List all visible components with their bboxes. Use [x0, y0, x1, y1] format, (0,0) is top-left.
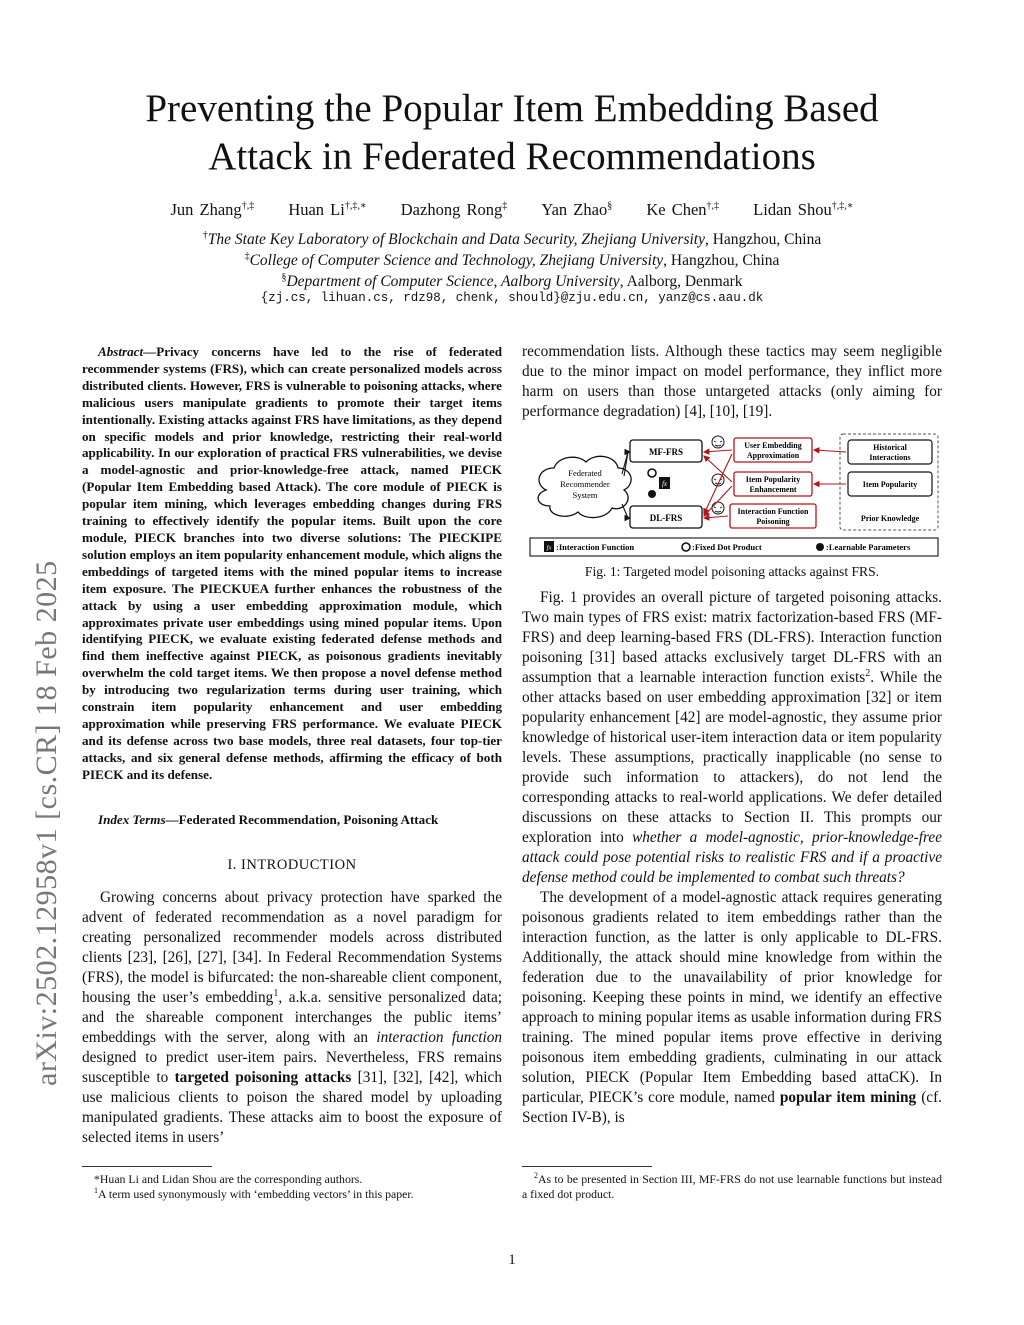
footnote-rule-right: [522, 1166, 652, 1167]
legend-learnable-icon: [816, 543, 824, 551]
fixed-dot-icon: [648, 469, 656, 477]
legend-fixed-dot-label: :Fixed Dot Product: [692, 542, 762, 552]
legend-fixed-dot-icon: [682, 543, 690, 551]
right-column-body: Fig. 1 provides an overall picture of targeted poisoning attacks. Two main types of FRS exist: matrix factorization-based FRS (MF-FRS) and deep learning-based FRS (DL-FRS). Interaction function poisoning [31] based attacks exclusively target DL-FRS with an assumption that a learnable interaction function exists$^2$. While the other attacks based on user embedding approximation [32] or item popularity enhancement [42] are model-agnostic, they assume prior knowledge of historical user-item interaction data or item popularity levels. These assumptions, practically inapplicable (no sense to provide such information to attackers), do not lend the corresponding attacks to real-world applications. We defer detailed discussions on these attacks to Section II. This prompts our exploration into whether a model-agnostic, prior-knowledge-free attack could pose potential risks to realistic FRS and if a proactive defense method could be implemented to combat such threats? The development of a model-agnostic attack requires generating poisonous gradients related to item embeddings rather than the interaction function, as the latter is only applicable to DL-FRS. Additionally, the attack should mine knowledge from within the federation due to the unavailability of prior knowledge for poisoning. Keeping these points in mind, we identify an effective approach to mining popular items as usable information during FRS training. The mined popular items prove effective in deriving poisonous item embedding gradients, culminating in our attack solution, PIECK (Popular Item Embedding based attaCK). In particular, PIECK’s core module, named popular item mining (cf. Section IV-B), is: [522, 589, 943, 1126]
attack3-line2: Poisoning: [756, 517, 790, 526]
frs-cloud: [538, 456, 631, 517]
legend-function-label: :Interaction Function: [556, 542, 635, 552]
right-paragraph-continued: recommendation lists. Although these tactics may seem negligible due to the minor impact on model performance, they inflict more harm on users than those untargeted attacks (only aiming for performance degradation) [4], [10], [19].: [522, 343, 942, 420]
k1-line1: Historical: [873, 443, 907, 452]
author: Yan Zhao§: [541, 200, 613, 219]
page-number: 1: [508, 1252, 516, 1268]
footnote-corresponding: *Huan Li and Lidan Shou are the corresponding authors.: [94, 1172, 363, 1186]
author: Ke Chen†,‡: [646, 200, 720, 219]
paper-title: [60, 85, 964, 181]
author: Jun Zhang†,‡: [170, 200, 255, 219]
title-line-2: Attack in Federated Recommendations: [208, 135, 816, 178]
attack2-line1: Item Popularity: [745, 475, 801, 484]
section-heading: I. INTRODUCTION: [227, 857, 357, 873]
cloud-line-2: Recommender: [560, 479, 610, 489]
prior-knowledge-label: Prior Knowledge: [860, 514, 920, 523]
figure-caption: Fig. 1: Targeted model poisoning attacks against FRS.: [584, 564, 880, 579]
author-emails: {zj.cs, lihuan.cs, rdz98, chenk, should}@zju.edu.cn, yanz@cs.aau.dk: [260, 291, 764, 305]
k1-line2: Interactions: [869, 453, 911, 462]
affiliation: §Department of Computer Science, Aalborg University, Aalborg, Denmark: [281, 271, 743, 290]
attack2-line2: Enhancement: [749, 485, 797, 494]
index-terms: [82, 811, 502, 828]
learnable-param-icon: [648, 490, 656, 498]
title-line-1: Preventing the Popular Item Embedding Based: [145, 87, 879, 130]
devil-icon: [712, 436, 724, 448]
cloud-line-1: Federated: [568, 468, 602, 478]
author: Dazhong Rong‡: [400, 200, 508, 219]
footnote-1: $^1$A term used synonymously with ‘embedding vectors’ in this paper.: [94, 1186, 414, 1201]
affiliation: †The State Key Laboratory of Blockchain and Data Security, Zhejiang University, Hangzhou, China: [202, 229, 822, 248]
abstract: [82, 344, 502, 784]
footnote-2: $^2$As to be presented in Section III, MF-FRS do not use learnable functions but instead a fixed dot product.: [522, 1171, 942, 1201]
author: Huan Li†,‡,∗: [288, 200, 367, 219]
abstract-text: —Privacy concerns have led to the rise of federated recommender systems (FRS), which can create personalized models across distributed clients. However, FRS is vulnerable to poisoning attacks, where malicious users manipulate gradients to promote their target items intentionally. Existing attacks against FRS have limitations, as they depend on specific models and prior knowledge, restricting their real-world applicability. In our exploration of practical FRS vulnerabilities, we devise a model-agnostic and prior-knowledge-free attack, named PIECK (Popular Item Embedding based Attack). The core module of PIECK is popular item mining, which leverages embedding changes during FRS training to effectively identify the popular items. Built upon the core module, PIECK branches into two diverse solutions: The PIECKIPE solution employs an item popularity enhancement module, which aligns the embeddings of targeted items with the mined popular items to increase item exposure. The PIECKUEA further enhances the robustness of the attack by using a user embedding approximation module, which approximates private user embeddings using mined popular items. Upon identifying PIECK, we evaluate existing federated defense methods and find them ineffective against PIECK, as poisonous gradients inevitably overwhelm the cold target items. We then propose a novel defense method by introducing two regularization terms during user training, which constrain item popularity enhancement and user embedding approximation while preserving FRS performance. We evaluate PIECK and its defense across two base models, three real datasets, four top-tier attacks, and six general defense methods, affirming the efficacy of both PIECK and its defense.: [82, 344, 502, 782]
dl-frs-label: DL-FRS: [649, 513, 683, 523]
svg-text:fx: fx: [661, 480, 668, 488]
item-popularity-label: Item Popularity: [862, 480, 918, 489]
author: Lidan Shou†,‡,∗: [753, 200, 854, 219]
intro-paragraph: Growing concerns about privacy protection have sparked the advent of federated recommendation as a novel paradigm for creating personalized recommender models across distributed clients [23], [26], [27], [34]. In Federal Recommendation Systems (FRS), the model is bifurcated: the non-shareable client component, housing the user’s embedding$^1$, a.k.a. sensitive personalized data; and the shareable component interchanges the public items’ embeddings with the server, along with an interaction function designed to predict user-item pairs. Nevertheless, FRS remains susceptible to targeted poisoning attacks [31], [32], [42], which use malicious clients to poison the shared model by uploading manipulated gradients. These attacks aim to boost the exposure of selected items in users’: [82, 889, 502, 1146]
attack1-line1: User Embedding: [744, 441, 802, 450]
index-terms-label: Index Terms: [98, 812, 166, 827]
mf-frs-label: MF-FRS: [649, 447, 683, 457]
arxiv-identifier: arXiv:2502.12958v1 [cs.CR] 18 Feb 2025: [30, 560, 63, 1086]
footnotes-left: [82, 1172, 502, 1202]
figure-1-diagram: [528, 432, 942, 560]
attack1-line2: Approximation: [746, 451, 800, 460]
svg-text:fx: fx: [546, 544, 552, 552]
author-list: [60, 200, 964, 220]
footnote-rule-left: [82, 1166, 212, 1167]
index-terms-text: —Federated Recommendation, Poisoning Attack: [165, 812, 439, 827]
legend-learnable-label: :Learnable Parameters: [826, 542, 911, 552]
affiliation: ‡College of Computer Science and Technology, Zhejiang University, Hangzhou, China: [244, 250, 780, 269]
cloud-line-3: System: [572, 490, 598, 500]
attack3-line1: Interaction Function: [737, 507, 809, 516]
devil-icon: [712, 502, 724, 514]
abstract-label: Abstract: [98, 344, 144, 359]
